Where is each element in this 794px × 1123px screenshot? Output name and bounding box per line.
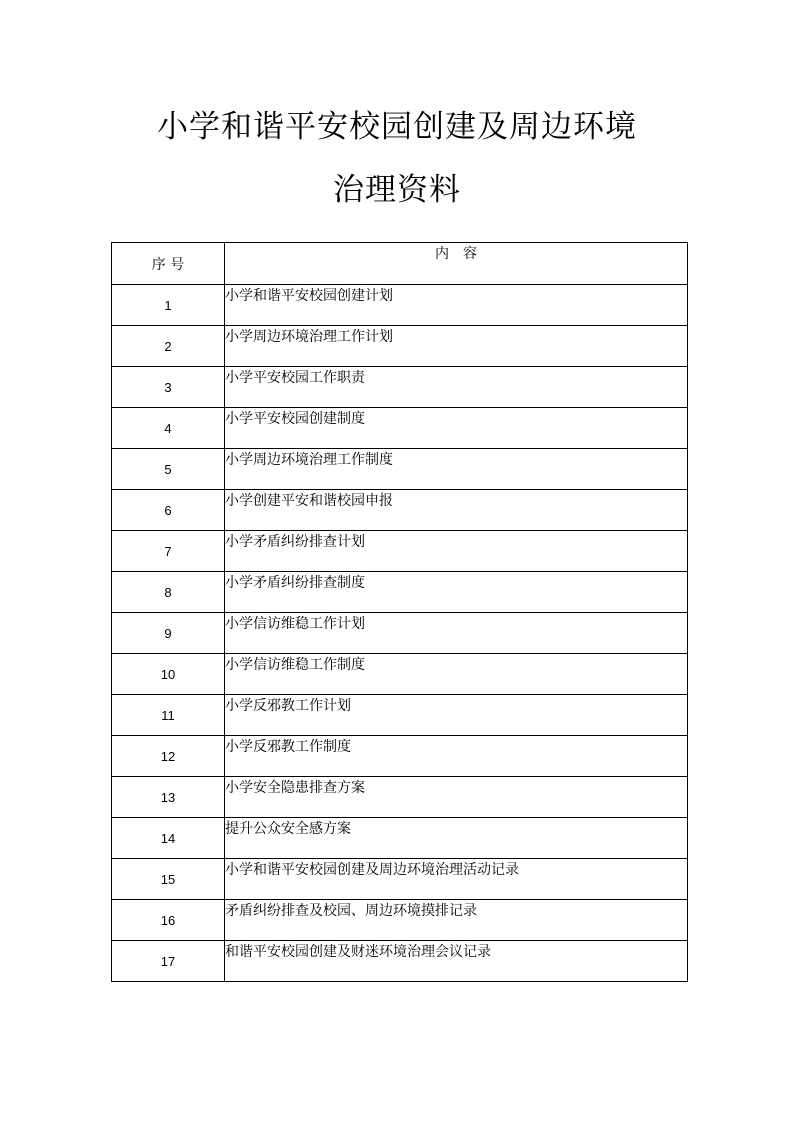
row-number: 6: [112, 490, 225, 531]
row-content: 小学反邪教工作计划: [225, 695, 688, 736]
row-content: 小学和谐平安校园创建计划: [225, 285, 688, 326]
row-number: 2: [112, 326, 225, 367]
row-content: 小学信访维稳工作计划: [225, 613, 688, 654]
row-number: 16: [112, 900, 225, 941]
row-content: 小学和谐平安校园创建及周边环境治理活动记录: [225, 859, 688, 900]
table-row: [112, 777, 688, 818]
table-row: [112, 736, 688, 777]
table-row: [112, 859, 688, 900]
row-content: 小学矛盾纠纷排查制度: [225, 572, 688, 613]
row-number: 3: [112, 367, 225, 408]
row-content: 小学创建平安和谐校园申报: [225, 490, 688, 531]
row-content: 小学矛盾纠纷排查计划: [225, 531, 688, 572]
table-row: [112, 941, 688, 982]
row-content: 小学周边环境治理工作计划: [225, 326, 688, 367]
row-number: 12: [112, 736, 225, 777]
table-row: [112, 285, 688, 326]
table-row: [112, 572, 688, 613]
row-content: 提升公众安全感方案: [225, 818, 688, 859]
row-number: 11: [112, 695, 225, 736]
table-row: [112, 408, 688, 449]
document-title-line-1: 小学和谐平安校园创建及周边环境: [157, 109, 637, 145]
table-body: [112, 285, 688, 982]
row-content: 小学平安校园工作职责: [225, 367, 688, 408]
table-row: [112, 818, 688, 859]
header-content: 内 容: [225, 243, 688, 285]
row-content: 小学信访维稳工作制度: [225, 654, 688, 695]
row-number: 9: [112, 613, 225, 654]
table-row: [112, 531, 688, 572]
table-row: [112, 449, 688, 490]
row-number: 13: [112, 777, 225, 818]
row-number: 10: [112, 654, 225, 695]
row-content: 小学安全隐患排查方案: [225, 777, 688, 818]
contents-table: [111, 242, 688, 982]
table-row: [112, 490, 688, 531]
table-row: [112, 900, 688, 941]
row-number: 5: [112, 449, 225, 490]
row-number: 1: [112, 285, 225, 326]
row-content: 小学周边环境治理工作制度: [225, 449, 688, 490]
row-content: 和谐平安校园创建及财迷环境治理会议记录: [225, 941, 688, 982]
row-number: 4: [112, 408, 225, 449]
row-number: 14: [112, 818, 225, 859]
table-row: [112, 367, 688, 408]
row-content: 小学平安校园创建制度: [225, 408, 688, 449]
header-number: 序 号: [112, 243, 225, 285]
row-number: 7: [112, 531, 225, 572]
row-content: 小学反邪教工作制度: [225, 736, 688, 777]
table-row: [112, 326, 688, 367]
table-row: [112, 695, 688, 736]
table-row: [112, 654, 688, 695]
row-content: 矛盾纠纷排查及校园、周边环境摸排记录: [225, 900, 688, 941]
table-header-row: [112, 243, 688, 285]
row-number: 15: [112, 859, 225, 900]
row-number: 8: [112, 572, 225, 613]
table-row: [112, 613, 688, 654]
document-title-line-2: 治理资料: [333, 172, 461, 208]
row-number: 17: [112, 941, 225, 982]
